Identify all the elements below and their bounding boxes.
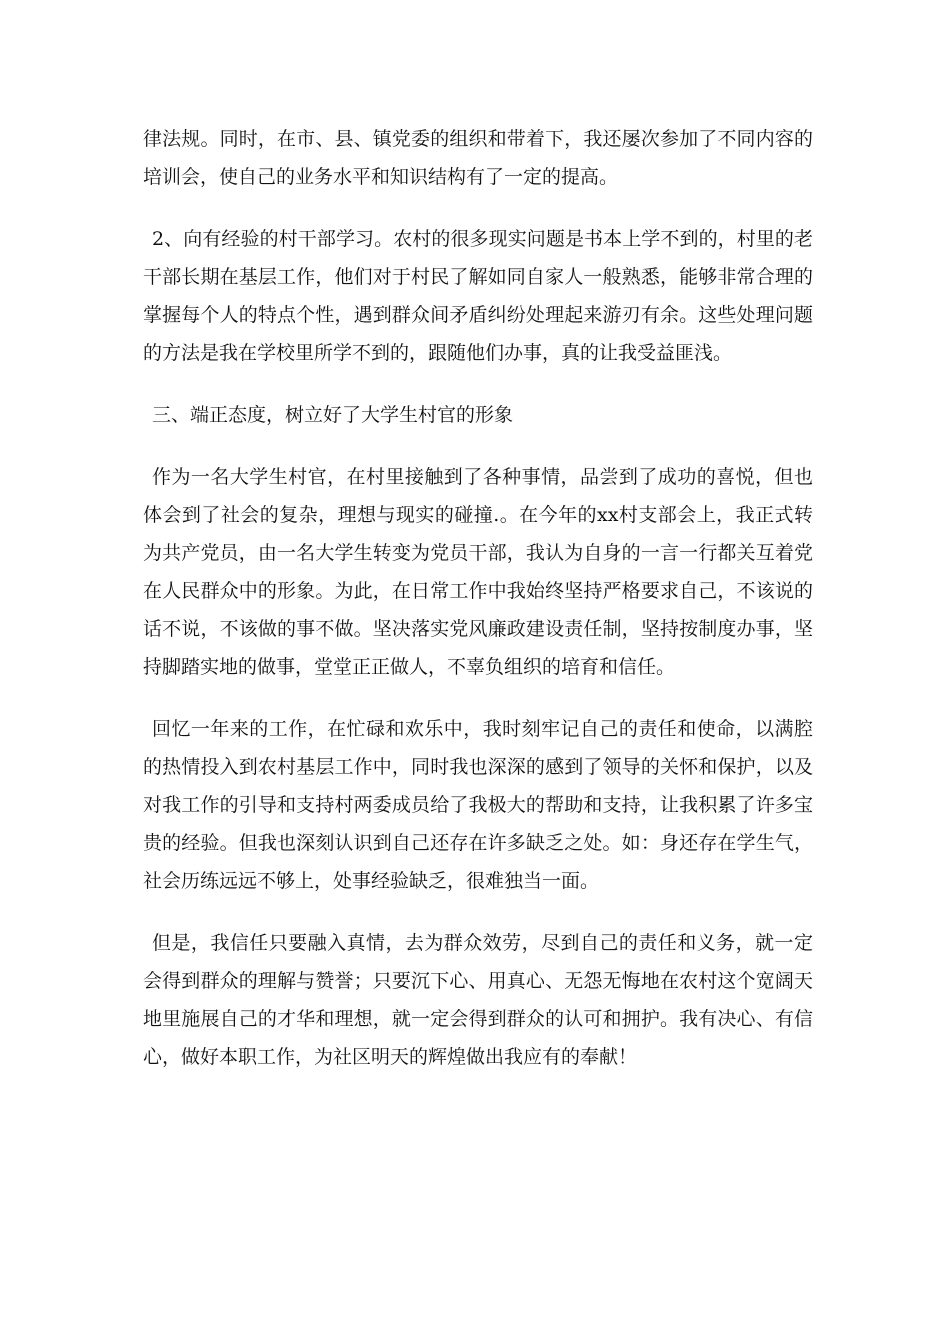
paragraph-learn-from-cadres: 2、向有经验的村干部学习。农村的很多现实问题是书本上学不到的，村里的老干部长期在基层工作，他们对于村民了解如同自家人一般熟悉，能够非常合理的掌握每个人的特点个性，遇到群众间矛盾纠纷处理起来游刃有余。这些处理问题的方法是我在学校里所学不到的，跟随他们办事，真的让我受益匪浅。 (143, 228, 813, 364)
paragraph-training: 律法规。同时，在市、县、镇党委的组织和带着下，我还屡次参加了不同内容的培训会，使自己的业务水平和知识结构有了一定的提高。 (143, 128, 813, 188)
section-heading-attitude: 三、端正态度，树立好了大学生村官的形象 (152, 404, 514, 426)
paragraph-village-official: 作为一名大学生村官，在村里接触到了各种事情，品尝到了成功的喜悦，但也体会到了社会的复杂，理想与现实的碰撞.。在今年的xx村支部会上，我正式转为共产党员，由一名大学生转变为党员干部，我认为自身的一言一行都关互着党在人民群众中的形象。为此，在日常工作中我始终坚持严格要求自己，不该说的话不说，不该做的事不做。坚决落实党风廉政建设责任制，坚持按制度办事，坚持脚踏实地的做事，堂堂正正做人，不辜负组织的培育和信任。 (143, 466, 813, 678)
document-body (143, 120, 813, 1100)
paragraph-year-review: 回忆一年来的工作，在忙碌和欢乐中，我时刻牢记自己的责任和使命，以满腔的热情投入到农村基层工作中，同时我也深深的感到了领导的关怀和保护，以及对我工作的引导和支持村两委成员给了我极大的帮助和支持，让我积累了许多宝贵的经验。但我也深刻认识到自己还存在许多缺乏之处。如：身还存在学生气，社会历练远远不够上，处事经验缺乏，很难独当一面。 (143, 718, 813, 892)
paragraph-conclusion: 但是，我信任只要融入真情，去为群众效劳，尽到自己的责任和义务，就一定会得到群众的理解与赞誉；只要沉下心、用真心、无怨无悔地在农村这个宽阔天地里施展自己的才华和理想，就一定会得到群众的认可和拥护。我有决心、有信心，做好本职工作，为社区明天的辉煌做出我应有的奉献！ (143, 932, 813, 1068)
